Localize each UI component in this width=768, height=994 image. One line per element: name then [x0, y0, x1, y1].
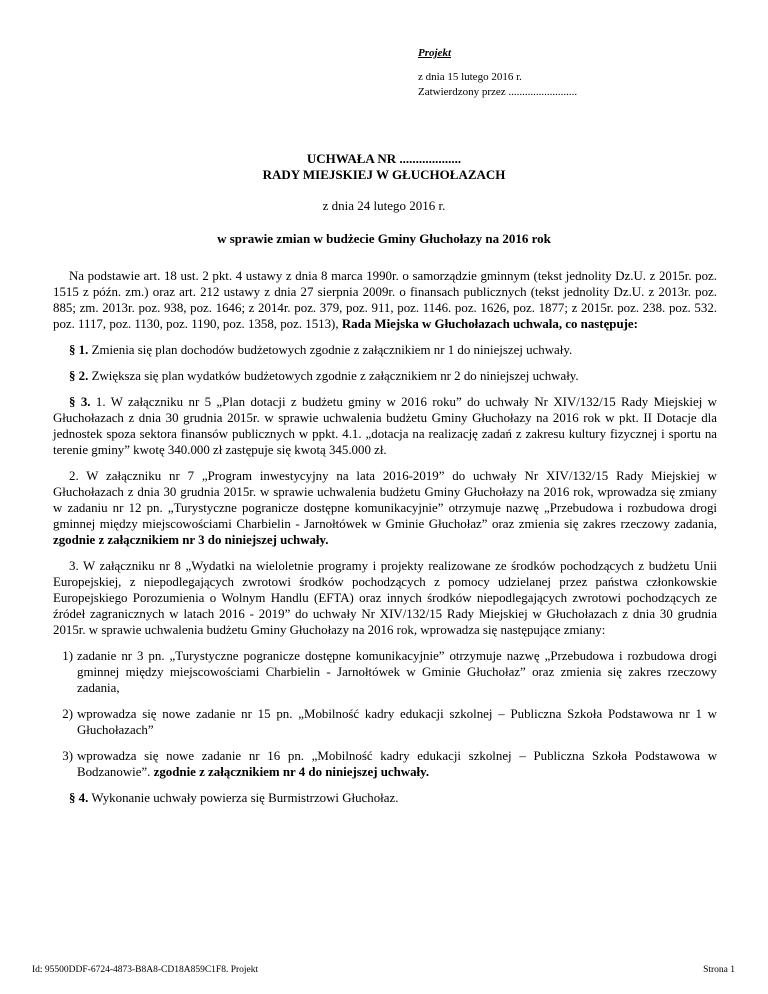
list-item-text: zadanie nr 3 pn. „Turystyczne pogranicze dostępne komunikacyjnie” otrzymuje nazwę „Przebudowa i rozbudowa drogi gminnej między miejscowościami Charbielin - Jarnołtówek w Gminie Głuchołaz” oraz zmienia się zakres rzeczowy zadania,: [77, 649, 717, 695]
list-item: [53, 706, 717, 738]
section-2-number: § 2.: [69, 369, 89, 383]
section-3-paragraph-2: [53, 468, 717, 548]
preamble: [53, 268, 717, 332]
section-3-p1-text: 1. W załączniku nr 5 „Plan dotacji z budżetu gminy w 2016 roku” do uchwały Nr XIV/132/15 Rady Miejskiej w Głuchołazach z dnia 30 grudnia 2015r. w sprawie uchwalenia budżetu Gminy Głuchołazy na 2016 rok w pkt. II Dotacje dla jednostek spoza sektora finansów publicznych w ppkt. 4.1. „dotacja na realizację zadań z zakresu kultury fizycznej i sportu na terenie gminy” kwotę 340.000 zł zastępuje się kwotą 345.000 zł.: [53, 395, 717, 457]
list-item-body: [77, 748, 717, 780]
list-item: [53, 648, 717, 696]
section-3-p3-text: 3. W załączniku nr 8 „Wydatki na wieloletnie programy i projekty realizowane ze środków pochodzących z budżetu Unii Europejskiej, z niepodlegających zwrotowi środków pochodzących z pomocy udzielanej przez państwa członkowskie Europejskiego Porozumienia o Wolnym Handlu (EFTA) oraz innych środków niepodlegających zwrotowi pochodzących ze źródeł zagranicznych w latach 2016 - 2019” do uchwały Nr XIV/132/15 Rady Miejskiej w Głuchołazach z dnia 30 grudnia 2015r. w sprawie uchwalenia budżetu Gminy Głuchołazy na 2016 rok, wprowadza się następujące zmiany:: [53, 559, 717, 637]
list-item-text: wprowadza się nowe zadanie nr 16 pn. „Mobilność kadry edukacji szkolnej – Publiczna Szkoła Podstawowa w Bodzanowie”.: [77, 749, 717, 779]
list-item-number: 2): [62, 707, 73, 721]
resolution-title: [0, 151, 768, 183]
header-approved: Zatwierdzony przez .........................: [418, 86, 578, 98]
title-line-2: RADY MIEJSKIEJ W GŁUCHOŁAZACH: [262, 167, 506, 182]
section-3-paragraph-1: [53, 394, 717, 458]
section-4-number: § 4.: [69, 791, 89, 805]
document-body: [53, 268, 717, 816]
section-2-text: Zwiększa się plan wydatków budżetowych zgodnie z załącznikiem nr 2 do niniejszej uchwały.: [91, 369, 579, 383]
projekt-label: Projekt: [418, 47, 451, 59]
document-header: [418, 46, 577, 100]
section-4: [53, 790, 717, 806]
list-item-number: 1): [62, 649, 73, 663]
preamble-text: Na podstawie art. 18 ust. 2 pkt. 4 ustawy z dnia 8 marca 1990r. o samorządzie gminnym (tekst jednolity Dz.U. z 2015r. poz. 1515 z późn. zm.) oraz art. 212 ustawy z dnia 27 sierpnia 2009r. o finansach publicznych (tekst jednolity Dz.U. z 2013r. poz. 885; zm. 2013r. poz. 938, poz. 1646; z 2014r. poz. 379, poz. 911, poz. 1146. poz. 1626, poz. 1877; z 2015r. poz. 238. poz. 532. poz. 1117, poz. 1130, poz. 1190, poz. 1358, poz. 1513),: [53, 269, 717, 331]
section-3-p2-bold: zgodnie z załącznikiem nr 3 do niniejszej uchwały.: [53, 533, 329, 547]
section-3-paragraph-3: [53, 558, 717, 638]
section-1-text: Zmienia się plan dochodów budżetowych zgodnie z załącznikiem nr 1 do niniejszej uchwały.: [91, 343, 573, 357]
footer-document-id: Id: 95500DDF-6724-4873-B8A8-CD18A859C1F8. Projekt: [32, 965, 259, 975]
preamble-bold: Rada Miejska w Głuchołazach uchwala, co następuje:: [341, 317, 638, 331]
list-item: [53, 748, 717, 780]
header-date: z dnia 15 lutego 2016 r.: [418, 71, 522, 83]
section-4-text: Wykonanie uchwały powierza się Burmistrzowi Głuchołaz.: [91, 791, 399, 805]
list-item-bold: zgodnie z załącznikiem nr 4 do niniejszej uchwały.: [153, 765, 430, 779]
resolution-subject: w sprawie zmian w budżecie Gminy Głuchołazy na 2016 rok: [217, 231, 551, 246]
footer-page-number: Strona 1: [703, 965, 735, 975]
title-line-1: UCHWAŁA NR ...................: [306, 151, 462, 166]
list-item-text: wprowadza się nowe zadanie nr 15 pn. „Mobilność kadry edukacji szkolnej – Publiczna Szkoła Podstawowa nr 1 w Głuchołazach”: [77, 707, 717, 737]
section-3-number: § 3.: [69, 395, 91, 409]
resolution-date: z dnia 24 lutego 2016 r.: [322, 198, 446, 213]
section-3-p2-text: 2. W załączniku nr 7 „Program inwestycyjny na lata 2016-2019” do uchwały Nr XIV/132/15 Rady Miejskiej w Głuchołazach z dnia 30 grudnia 2015r. w sprawie uchwalenia budżetu Gminy Głuchołazy na 2016 rok, wprowadza się zmiany w zadaniu nr 12 pn. „Turystyczne pogranicze dostępne komunikacyjnie” otrzymuje nazwę „Przebudowa i rozbudowa drogi gminnej między miejscowościami Charbielin - Jarnołtówek w Gminie Głuchołaz” oraz zmienia się zakres rzeczowy zadania,: [53, 469, 717, 531]
section-1: [53, 342, 717, 358]
list-item-number: 3): [62, 749, 73, 763]
section-2: [53, 368, 717, 384]
section-1-number: § 1.: [69, 343, 89, 357]
